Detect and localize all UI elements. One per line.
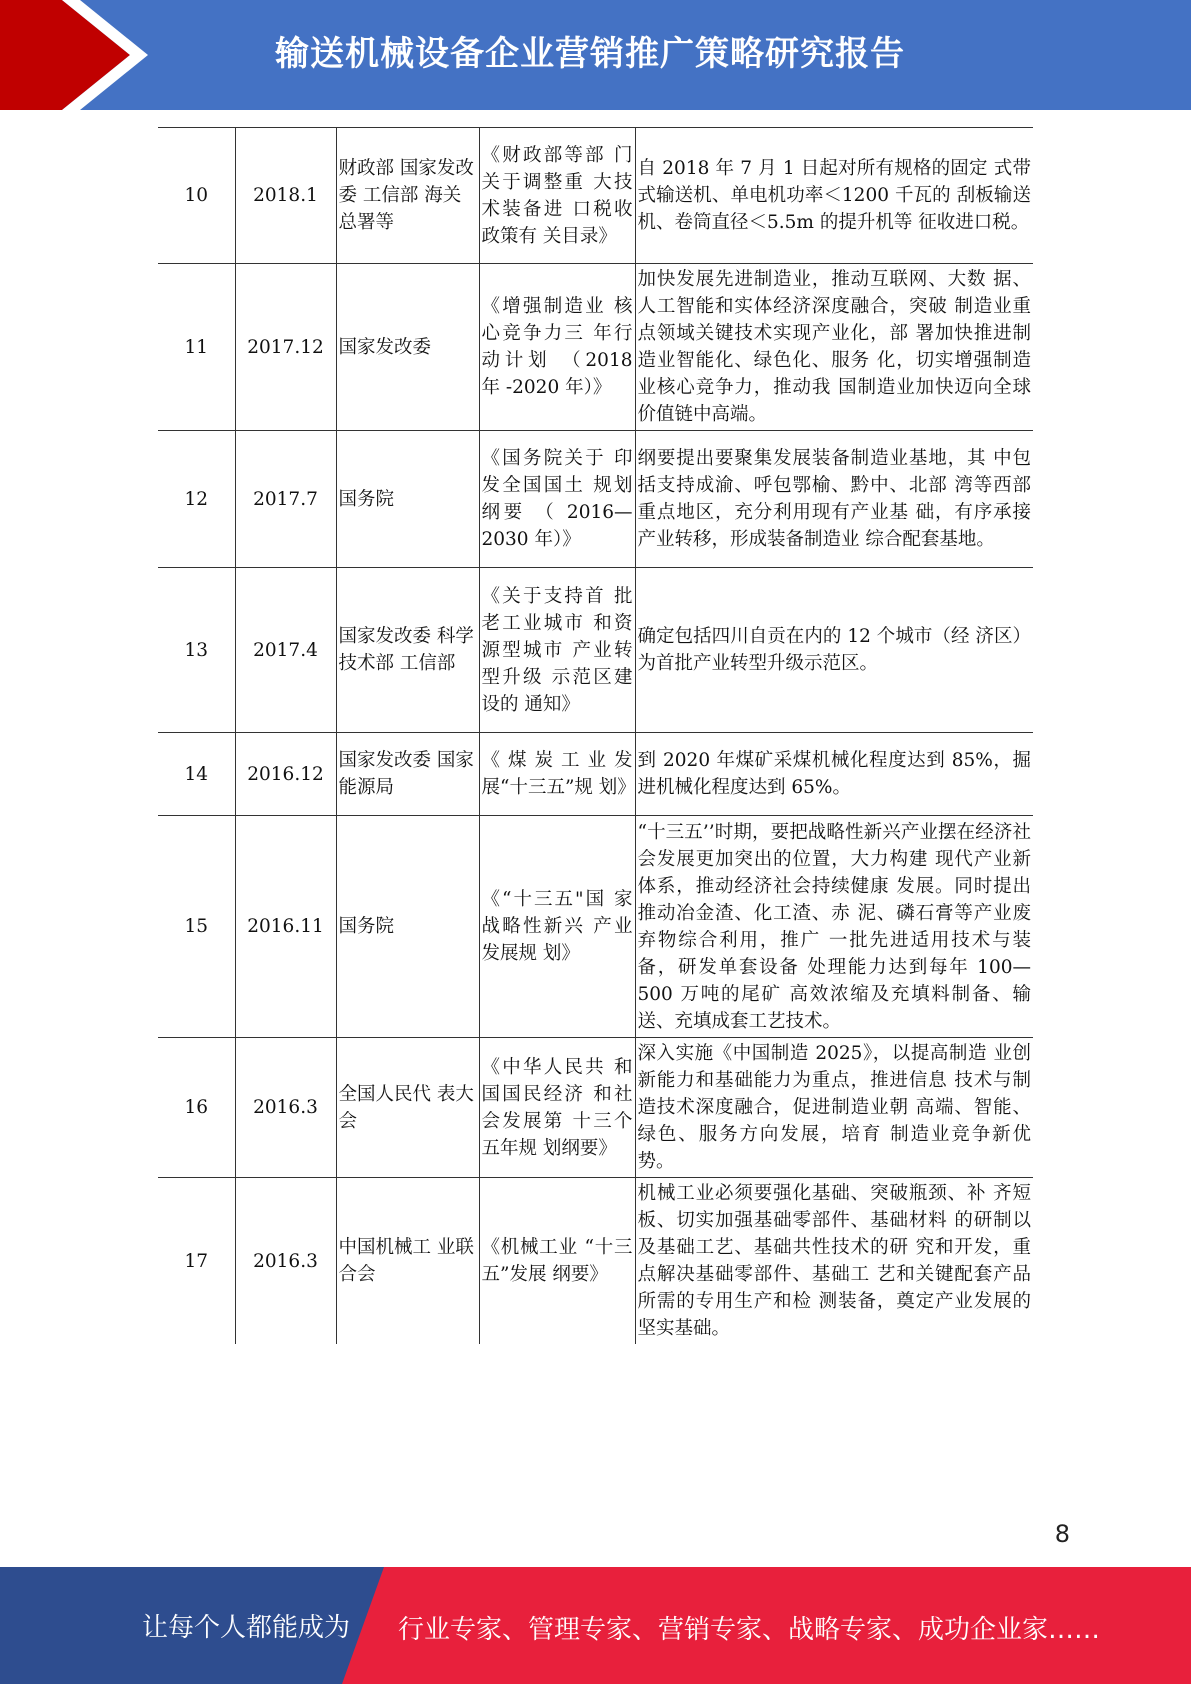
row-number: 17 bbox=[158, 1178, 235, 1345]
row-number: 16 bbox=[158, 1038, 235, 1178]
row-content: 机械工业必须要强化基础、突破瓶颈、补 齐短板、切实加强基础零部件、基础材料 的研制以及基础工艺、基础共性技术的研 究和开发，重点解决基础零部件、基础工 艺和关键配套产品所需的专用生产和检 测装备，奠定产业发展的坚实基础。 bbox=[635, 1178, 1033, 1345]
row-date: 2017.4 bbox=[235, 568, 336, 733]
row-content: 自 2018 年 7 月 1 日起对所有规格的固定 式带式输送机、单电机功率＜1200 千瓦的 刮板输送机、卷筒直径＜5.5m 的提升机等 征收进口税。 bbox=[635, 128, 1033, 264]
row-policy: 《增强制造业 核心竞争力三 年行动计划 （2018 年 -2020 年）》 bbox=[479, 264, 635, 431]
report-title: 输送机械设备企业营销推广策略研究报告 bbox=[275, 34, 905, 74]
row-number: 14 bbox=[158, 733, 235, 816]
row-content: 加快发展先进制造业，推动互联网、大数 据、人工智能和实体经济深度融合，突破 制造业重点领域关键技术实现产业化，部 署加快推进制造业智能化、绿色化、服务 化，切实增强制造业核心竞争力，推动我 国制造业加快迈向全球价值链中高端。 bbox=[635, 264, 1033, 431]
policy-table bbox=[158, 127, 1033, 1344]
row-number: 12 bbox=[158, 431, 235, 568]
row-policy: 《中华人民共 和国国民经济 和社会发展第 十三个五年规 划纲要》 bbox=[479, 1038, 635, 1178]
row-department: 国务院 bbox=[336, 431, 479, 568]
row-content: 到 2020 年煤矿采煤机械化程度达到 85%，掘进机械化程度达到 65%。 bbox=[635, 733, 1033, 816]
table-row bbox=[158, 1038, 1033, 1178]
row-department: 国家发改委 bbox=[336, 264, 479, 431]
row-date: 2017.12 bbox=[235, 264, 336, 431]
row-date: 2016.3 bbox=[235, 1038, 336, 1178]
row-date: 2017.7 bbox=[235, 431, 336, 568]
row-policy: 《财政部等部 门关于调整重 大技术装备进 口税收政策有 关目录》 bbox=[479, 128, 635, 264]
table-row bbox=[158, 431, 1033, 568]
row-department: 国务院 bbox=[336, 816, 479, 1038]
row-date: 2016.11 bbox=[235, 816, 336, 1038]
row-number: 11 bbox=[158, 264, 235, 431]
table-row bbox=[158, 128, 1033, 264]
row-content: “十三五’’时期，要把战略性新兴产业摆在经济社会发展更加突出的位置，大力构建 现代产业新体系，推动经济社会持续健康 发展。同时提出推动冶金渣、化工渣、赤 泥、磷石膏等产业废弃物综合利用，推广 一批先进适用技术与装备，研发单套设备 处理能力达到每年 100—500 万吨的尾矿 高效浓缩及充填料制备、输送、充填成套工艺技术。 bbox=[635, 816, 1033, 1038]
row-department: 中国机械工 业联合会 bbox=[336, 1178, 479, 1345]
row-date: 2018.1 bbox=[235, 128, 336, 264]
row-policy: 《“十三五"国 家战略性新兴 产业发展规 划》 bbox=[479, 816, 635, 1038]
footer-slogan-right: 行业专家、管理专家、营销专家、战略专家、成功企业家…… bbox=[398, 1615, 1101, 1645]
row-number: 13 bbox=[158, 568, 235, 733]
footer-slogan-left: 让每个人都能成为 bbox=[142, 1613, 351, 1643]
table-row bbox=[158, 733, 1033, 816]
row-policy: 《机械工业 “十三五”发展 纲要》 bbox=[479, 1178, 635, 1345]
policy-table-container bbox=[158, 127, 1033, 1344]
table-row bbox=[158, 1178, 1033, 1345]
row-department: 国家发改委 国家能源局 bbox=[336, 733, 479, 816]
row-department: 财政部 国家发改委 工信部 海关总署等 bbox=[336, 128, 479, 264]
row-content: 深入实施《中国制造 2025》，以提高制造 业创新能力和基础能力为重点，推进信息 技术与制造技术深度融合，促进制造业朝 高端、智能、绿色、服务方向发展，培育 制造业竞争新优势。 bbox=[635, 1038, 1033, 1178]
row-number: 15 bbox=[158, 816, 235, 1038]
row-policy: 《关于支持首 批老工业城市 和资源型城市 产业转型升级 示范区建设的 通知》 bbox=[479, 568, 635, 733]
row-content: 确定包括四川自贡在内的 12 个城市（经 济区）为首批产业转型升级示范区。 bbox=[635, 568, 1033, 733]
table-row bbox=[158, 816, 1033, 1038]
row-number: 10 bbox=[158, 128, 235, 264]
row-policy: 《国务院关于 印发全国国土 规划纲要 （ 2016—2030 年）》 bbox=[479, 431, 635, 568]
row-date: 2016.3 bbox=[235, 1178, 336, 1345]
page-footer bbox=[0, 1567, 1191, 1684]
row-department: 全国人民代 表大会 bbox=[336, 1038, 479, 1178]
row-content: 纲要提出要聚集发展装备制造业基地，其 中包括支持成渝、呼包鄂榆、黔中、北部 湾等西部重点地区，充分利用现有产业基 础，有序承接产业转移，形成装备制造业 综合配套基地。 bbox=[635, 431, 1033, 568]
table-row bbox=[158, 568, 1033, 733]
page-header bbox=[0, 0, 1191, 110]
table-row bbox=[158, 264, 1033, 431]
page-number: 8 bbox=[1054, 1520, 1070, 1548]
row-department: 国家发改委 科学技术部 工信部 bbox=[336, 568, 479, 733]
row-date: 2016.12 bbox=[235, 733, 336, 816]
row-policy: 《煤炭工业发 展“十三五”规 划》 bbox=[479, 733, 635, 816]
